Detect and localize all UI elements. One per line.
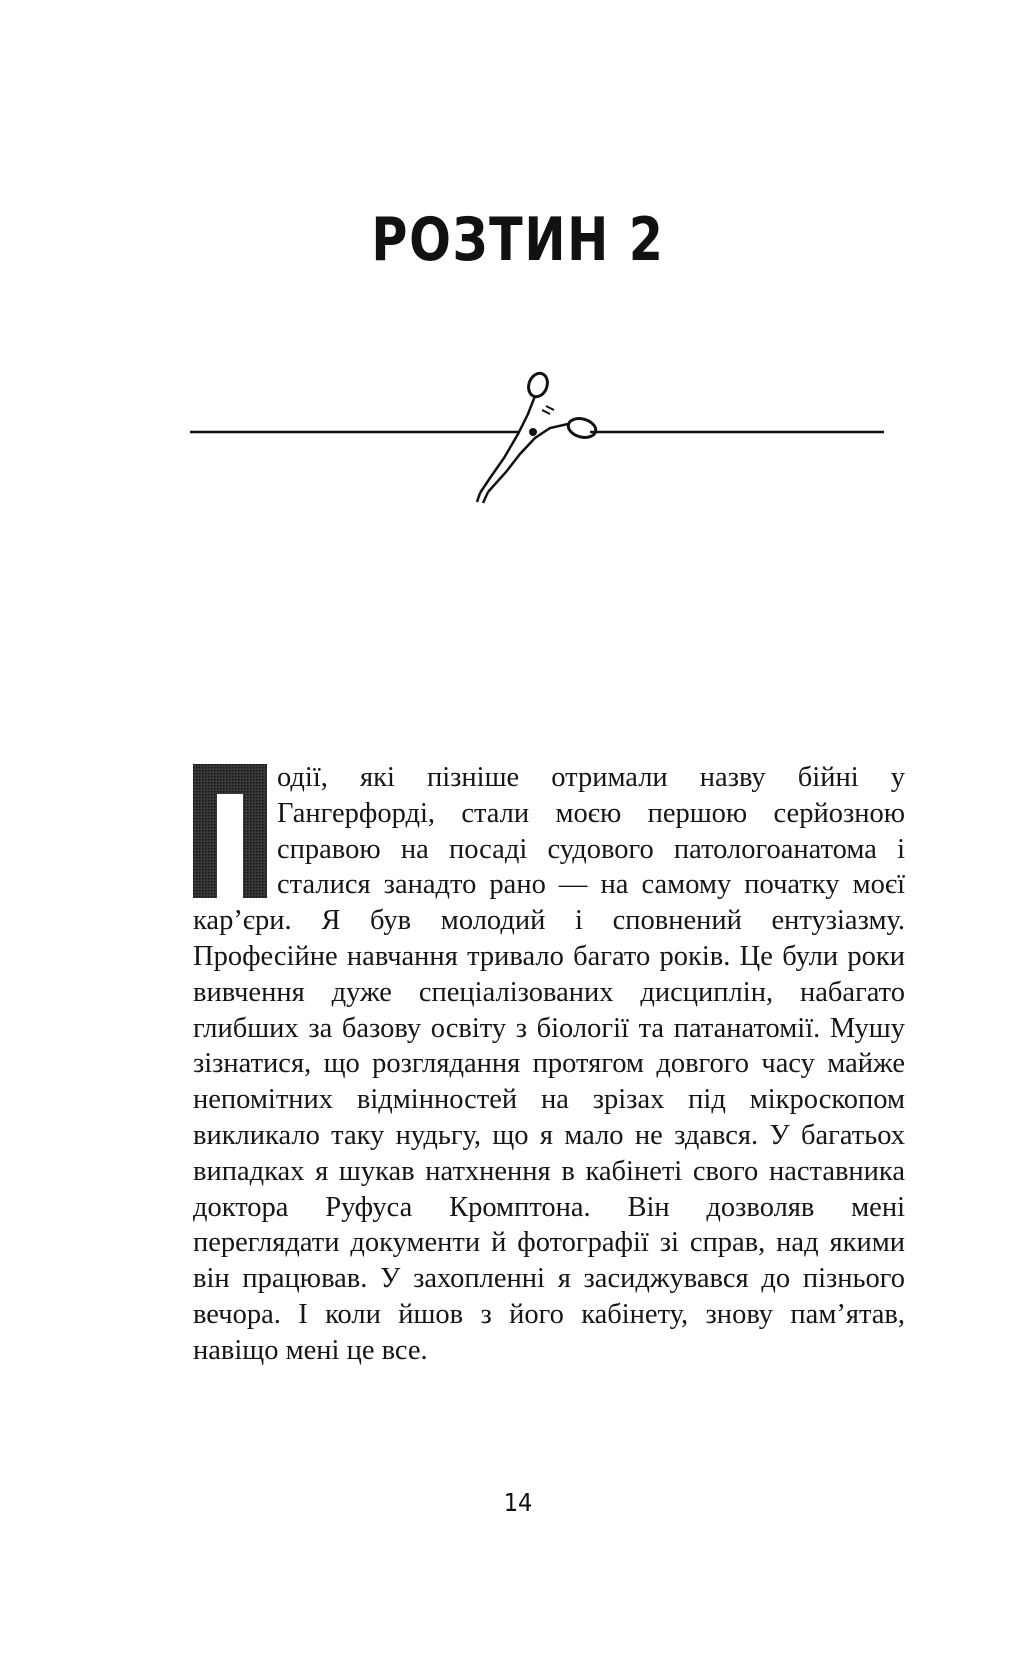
drop-cap — [193, 764, 267, 898]
forceps-icon — [190, 370, 900, 520]
page-number: 14 — [503, 1488, 533, 1517]
chapter-title: РОЗТИН 2 — [371, 205, 665, 275]
paragraph — [193, 760, 905, 1369]
chapter-ornament — [190, 370, 900, 520]
body-text — [193, 760, 905, 1369]
paragraph-text: одії, які пізніше отримали назву бійні у Гангерфорді, стали моєю першою серйозною справою на посаді судового патологоанатома і сталися занадто рано — на самому початку моєї кар’єри. Я був молодий і сповнений ентузіазму. Професійне навчання тривало багато років. Це були роки вивчення дуже спеціалізованих дисциплін, набагато глибших за базову освіту з біології та патанатомії. Мушу зізнатися, що розглядання протягом довгого часу майже непомітних відмінностей на зрізах під мікроскопом викликало таку нудьгу, що я мало не здався. У багатьох випадках я шукав натхнення в кабінеті свого наставника доктора Руфуса Кромптона. Він дозволяв мені переглядати документи й фотографії зі справ, над якими він працював. У захопленні я засиджувався до пізнього вечора. І коли йшов з його кабінету, знову пам’ятав, навіщо мені це все. — [193, 762, 905, 1366]
